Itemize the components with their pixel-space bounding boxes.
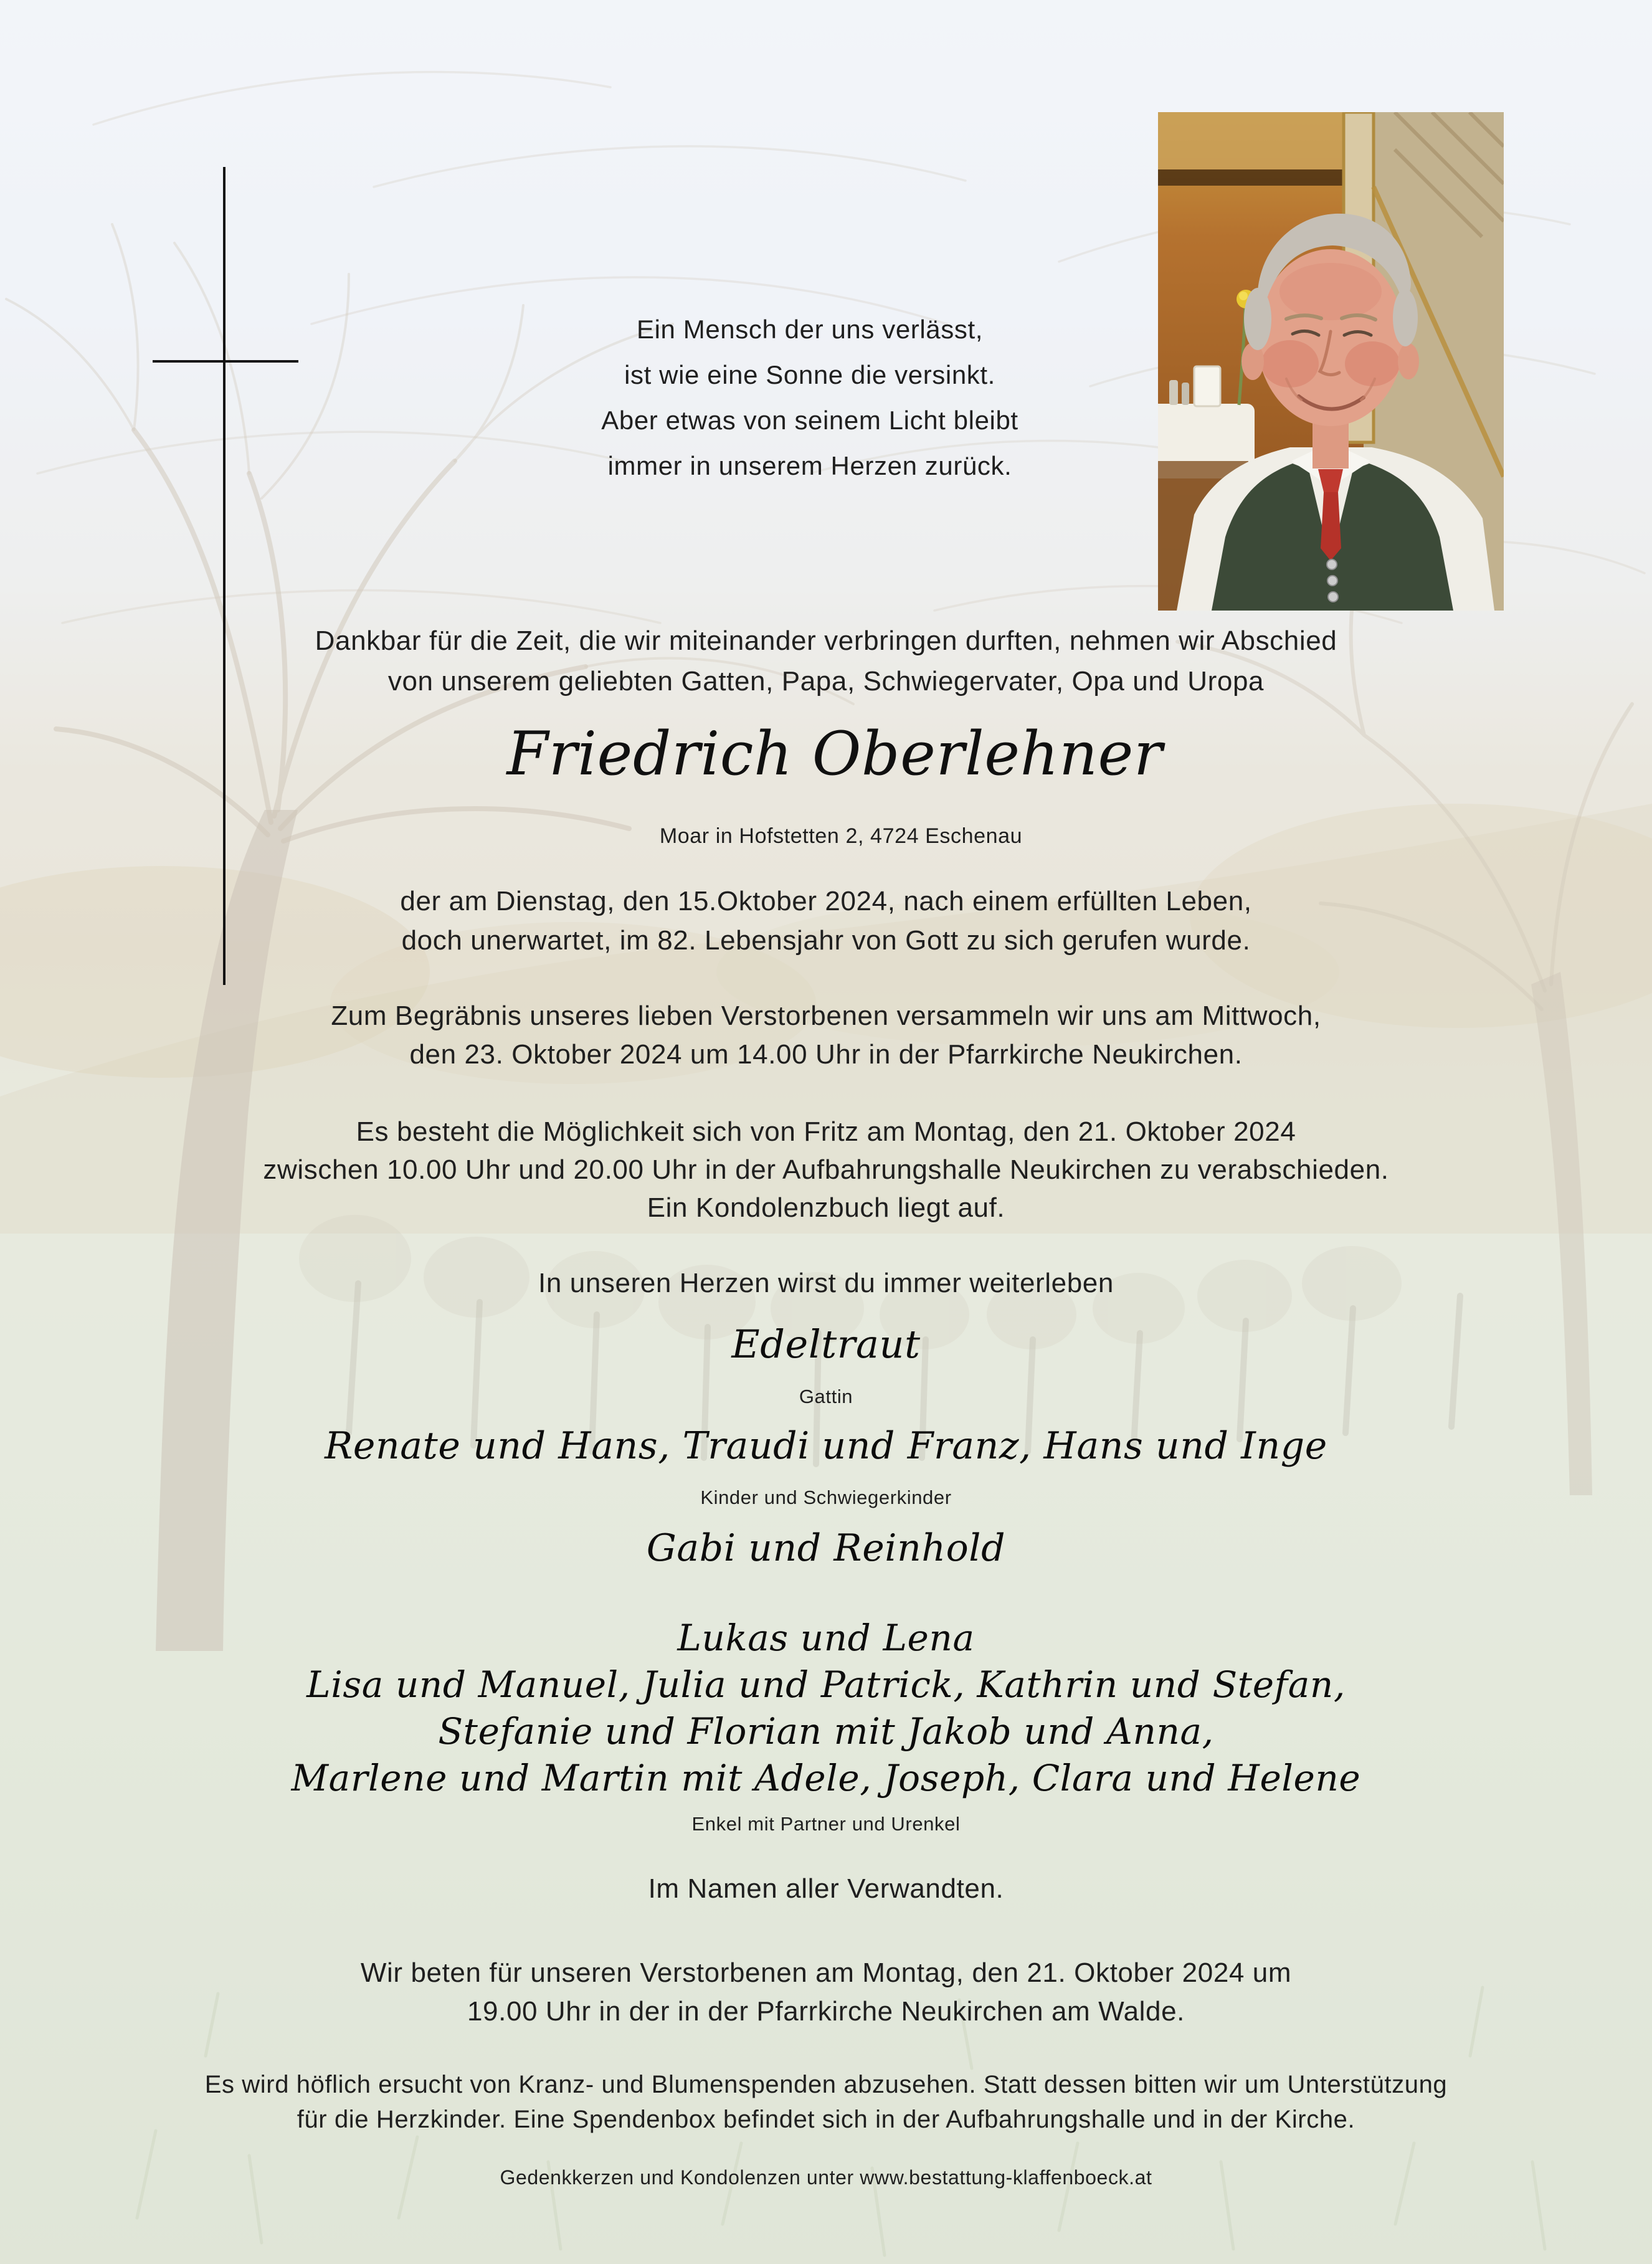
passing-line: doch unerwartet, im 82. Lebensjahr von Gott zu sich gerufen wurde.	[401, 925, 1251, 956]
verse-line: Aber etwas von seinem Licht bleibt	[601, 406, 1018, 435]
mourner-children-relation: Kinder und Schwiegerkinder	[700, 1486, 952, 1508]
closing-text: Im Namen aller Verwandten.	[648, 1873, 1004, 1904]
verse-line: Ein Mensch der uns verlässt,	[636, 315, 984, 344]
mourner-wife-name: Edeltraut	[731, 1321, 921, 1367]
mourner-grandchildren-relation: Enkel mit Partner und Urenkel	[691, 1813, 961, 1835]
grandchildren-line: Lukas und Lena	[677, 1617, 975, 1659]
prayer-line: Wir beten für unseren Verstorbenen am Montag, den 21. Oktober 2024 um	[360, 1957, 1292, 1988]
funeral-text	[0, 997, 1652, 1074]
prayer-line: 19.00 Uhr in der in der Pfarrkirche Neukirchen am Walde.	[467, 1996, 1185, 2027]
farewell-line: Ein Kondolenzbuch liegt auf.	[647, 1192, 1005, 1223]
cross-vertical-bar	[223, 167, 225, 985]
funeral-line: den 23. Oktober 2024 um 14.00 Uhr in der Pfarrkirche Neukirchen.	[409, 1039, 1243, 1070]
mourner-additional-names: Gabi und Reinhold	[646, 1526, 1006, 1570]
donation-line: für die Herzkinder. Eine Spendenbox befindet sich in der Aufbahrungshalle und in der Kirche.	[297, 2106, 1355, 2133]
farewell-text	[0, 1113, 1652, 1227]
mourner-wife-relation: Gattin	[799, 1386, 853, 1407]
grandchildren-line: Marlene und Martin mit Adele, Joseph, Clara und Helene	[291, 1757, 1361, 1799]
condolence-website-text: Gedenkkerzen und Kondolenzen unter www.bestattung-klaffenboeck.at	[500, 2166, 1152, 2189]
verse-line: ist wie eine Sonne die versinkt.	[624, 360, 995, 389]
opening-verse	[0, 307, 1620, 488]
deceased-residence: Moar in Hofstetten 2, 4724 Eschenau	[659, 824, 1023, 848]
deceased-name: Friedrich Oberlehner	[506, 719, 1163, 789]
passing-text	[0, 882, 1652, 960]
funeral-line: Zum Begräbnis unseres lieben Verstorbenen versammeln wir uns am Mittwoch,	[331, 1001, 1321, 1031]
grandchildren-line: Stefanie und Florian mit Jakob und Anna,	[438, 1710, 1214, 1753]
farewell-line: zwischen 10.00 Uhr und 20.00 Uhr in der Aufbahrungshalle Neukirchen zu verabschieden.	[263, 1154, 1389, 1185]
remembrance-text: In unseren Herzen wirst du immer weiterleben	[538, 1268, 1114, 1298]
verse-line: immer in unserem Herzen zurück.	[607, 451, 1012, 480]
intro-line: Dankbar für die Zeit, die wir miteinander verbringen durften, nehmen wir Abschied	[315, 625, 1337, 656]
intro-text	[0, 621, 1652, 702]
grandchildren-line: Lisa und Manuel, Julia und Patrick, Kathrin und Stefan,	[306, 1663, 1346, 1706]
donation-line: Es wird höflich ersucht von Kranz- und Blumenspenden abzusehen. Statt dessen bitten wir um Unterstützung	[204, 2071, 1448, 2098]
passing-line: der am Dienstag, den 15.Oktober 2024, nach einem erfüllten Leben,	[400, 886, 1252, 916]
prayer-text	[0, 1954, 1652, 2031]
intro-line: von unserem geliebten Gatten, Papa, Schwiegervater, Opa und Uropa	[387, 666, 1265, 697]
donation-text	[0, 2067, 1652, 2137]
mourner-children-names: Renate und Hans, Traudi und Franz, Hans und Inge	[325, 1424, 1327, 1468]
mourner-grandchildren-names	[0, 1615, 1652, 1802]
farewell-line: Es besteht die Möglichkeit sich von Fritz am Montag, den 21. Oktober 2024	[356, 1116, 1296, 1147]
